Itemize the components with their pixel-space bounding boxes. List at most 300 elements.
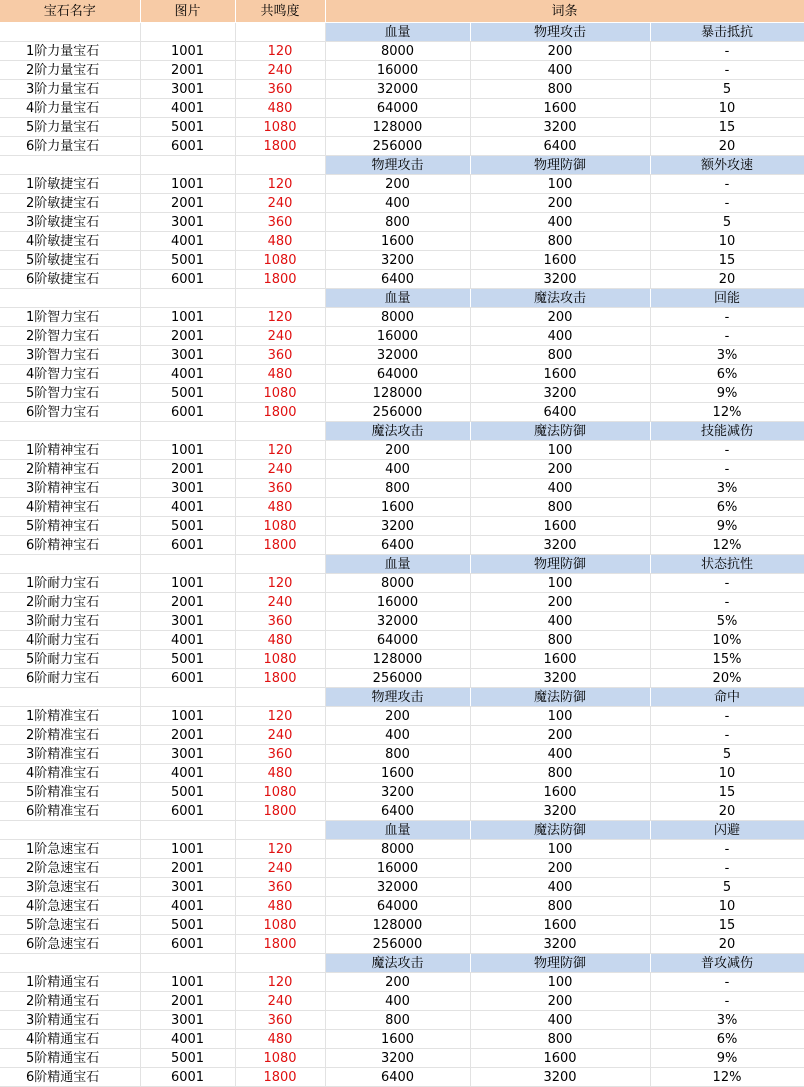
affix3-value-cell[interactable]: 12% xyxy=(650,1068,804,1087)
gem-name-cell[interactable]: 6阶敏捷宝石 xyxy=(0,270,140,289)
gem-name-cell[interactable]: 5阶急速宝石 xyxy=(0,916,140,935)
resonance-cell[interactable]: 1800 xyxy=(235,802,325,821)
image-id-cell[interactable]: 1001 xyxy=(140,840,235,859)
image-id-cell[interactable]: 6001 xyxy=(140,403,235,422)
empty-cell[interactable] xyxy=(0,289,140,308)
resonance-cell[interactable]: 240 xyxy=(235,327,325,346)
resonance-cell[interactable]: 480 xyxy=(235,897,325,916)
resonance-cell[interactable]: 360 xyxy=(235,213,325,232)
gem-name-cell[interactable]: 3阶力量宝石 xyxy=(0,80,140,99)
empty-cell[interactable] xyxy=(0,422,140,441)
image-id-cell[interactable]: 5001 xyxy=(140,118,235,137)
affix3-value-cell[interactable]: 15% xyxy=(650,650,804,669)
resonance-cell[interactable]: 360 xyxy=(235,745,325,764)
affix3-value-cell[interactable]: - xyxy=(650,840,804,859)
affix2-value-cell[interactable]: 800 xyxy=(470,764,650,783)
resonance-cell[interactable]: 1800 xyxy=(235,536,325,555)
affix-label[interactable]: 状态抗性 xyxy=(650,555,804,574)
affix2-value-cell[interactable]: 800 xyxy=(470,80,650,99)
gem-name-cell[interactable]: 3阶急速宝石 xyxy=(0,878,140,897)
resonance-cell[interactable]: 240 xyxy=(235,593,325,612)
affix3-value-cell[interactable]: - xyxy=(650,859,804,878)
resonance-cell[interactable]: 120 xyxy=(235,840,325,859)
resonance-cell[interactable]: 120 xyxy=(235,707,325,726)
image-id-cell[interactable]: 6001 xyxy=(140,270,235,289)
image-id-cell[interactable]: 3001 xyxy=(140,479,235,498)
gem-name-cell[interactable]: 4阶力量宝石 xyxy=(0,99,140,118)
resonance-cell[interactable]: 1080 xyxy=(235,118,325,137)
affix-label[interactable]: 普攻减伤 xyxy=(650,954,804,973)
affix3-value-cell[interactable]: 20 xyxy=(650,802,804,821)
affix-label[interactable]: 物理攻击 xyxy=(470,23,650,42)
affix1-value-cell[interactable]: 200 xyxy=(325,707,470,726)
affix1-value-cell[interactable]: 8000 xyxy=(325,308,470,327)
image-id-cell[interactable]: 4001 xyxy=(140,897,235,916)
affix3-value-cell[interactable]: 12% xyxy=(650,536,804,555)
resonance-cell[interactable]: 1800 xyxy=(235,270,325,289)
image-id-cell[interactable]: 3001 xyxy=(140,213,235,232)
affix3-value-cell[interactable]: - xyxy=(650,460,804,479)
affix2-value-cell[interactable]: 6400 xyxy=(470,137,650,156)
image-id-cell[interactable]: 2001 xyxy=(140,327,235,346)
resonance-cell[interactable]: 240 xyxy=(235,61,325,80)
resonance-cell[interactable]: 1080 xyxy=(235,783,325,802)
affix3-value-cell[interactable]: 15 xyxy=(650,783,804,802)
affix1-value-cell[interactable]: 200 xyxy=(325,441,470,460)
affix3-value-cell[interactable]: 10% xyxy=(650,631,804,650)
resonance-cell[interactable]: 480 xyxy=(235,631,325,650)
affix-label[interactable]: 魔法攻击 xyxy=(325,954,470,973)
affix2-value-cell[interactable]: 100 xyxy=(470,574,650,593)
resonance-cell[interactable]: 1080 xyxy=(235,517,325,536)
affix1-value-cell[interactable]: 1600 xyxy=(325,764,470,783)
affix1-value-cell[interactable]: 200 xyxy=(325,175,470,194)
affix2-value-cell[interactable]: 6400 xyxy=(470,403,650,422)
resonance-cell[interactable]: 1800 xyxy=(235,935,325,954)
resonance-cell[interactable]: 240 xyxy=(235,194,325,213)
affix1-value-cell[interactable]: 400 xyxy=(325,992,470,1011)
affix2-value-cell[interactable]: 1600 xyxy=(470,251,650,270)
affix1-value-cell[interactable]: 64000 xyxy=(325,99,470,118)
affix2-value-cell[interactable]: 200 xyxy=(470,726,650,745)
affix-label[interactable]: 闪避 xyxy=(650,821,804,840)
resonance-cell[interactable]: 480 xyxy=(235,764,325,783)
image-id-cell[interactable]: 6001 xyxy=(140,1068,235,1087)
affix3-value-cell[interactable]: - xyxy=(650,973,804,992)
image-id-cell[interactable]: 1001 xyxy=(140,707,235,726)
image-id-cell[interactable]: 1001 xyxy=(140,574,235,593)
image-id-cell[interactable]: 6001 xyxy=(140,669,235,688)
affix1-value-cell[interactable]: 3200 xyxy=(325,251,470,270)
resonance-cell[interactable]: 120 xyxy=(235,574,325,593)
gem-name-cell[interactable]: 3阶精准宝石 xyxy=(0,745,140,764)
gem-name-cell[interactable]: 1阶智力宝石 xyxy=(0,308,140,327)
empty-cell[interactable] xyxy=(235,289,325,308)
image-id-cell[interactable]: 2001 xyxy=(140,460,235,479)
affix3-value-cell[interactable]: - xyxy=(650,574,804,593)
affix3-value-cell[interactable]: 20 xyxy=(650,137,804,156)
image-id-cell[interactable]: 2001 xyxy=(140,593,235,612)
affix2-value-cell[interactable]: 200 xyxy=(470,42,650,61)
affix2-value-cell[interactable]: 800 xyxy=(470,498,650,517)
resonance-cell[interactable]: 120 xyxy=(235,441,325,460)
resonance-cell[interactable]: 360 xyxy=(235,479,325,498)
affix3-value-cell[interactable]: - xyxy=(650,707,804,726)
affix-label[interactable]: 魔法攻击 xyxy=(325,422,470,441)
affix3-value-cell[interactable]: 10 xyxy=(650,99,804,118)
affix2-value-cell[interactable]: 400 xyxy=(470,745,650,764)
affix1-value-cell[interactable]: 800 xyxy=(325,745,470,764)
empty-cell[interactable] xyxy=(140,954,235,973)
resonance-cell[interactable]: 480 xyxy=(235,232,325,251)
empty-cell[interactable] xyxy=(140,23,235,42)
image-id-cell[interactable]: 2001 xyxy=(140,61,235,80)
gem-name-cell[interactable]: 5阶耐力宝石 xyxy=(0,650,140,669)
affix-label[interactable]: 额外攻速 xyxy=(650,156,804,175)
resonance-cell[interactable]: 120 xyxy=(235,175,325,194)
image-id-cell[interactable]: 6001 xyxy=(140,935,235,954)
gem-name-cell[interactable]: 1阶敏捷宝石 xyxy=(0,175,140,194)
affix-label[interactable]: 血量 xyxy=(325,23,470,42)
image-id-cell[interactable]: 3001 xyxy=(140,612,235,631)
affix2-value-cell[interactable]: 3200 xyxy=(470,270,650,289)
affix2-value-cell[interactable]: 3200 xyxy=(470,384,650,403)
image-id-cell[interactable]: 6001 xyxy=(140,802,235,821)
resonance-cell[interactable]: 480 xyxy=(235,365,325,384)
affix1-value-cell[interactable]: 32000 xyxy=(325,80,470,99)
empty-cell[interactable] xyxy=(235,821,325,840)
affix2-value-cell[interactable]: 400 xyxy=(470,878,650,897)
affix1-value-cell[interactable]: 32000 xyxy=(325,346,470,365)
resonance-cell[interactable]: 360 xyxy=(235,80,325,99)
image-id-cell[interactable]: 3001 xyxy=(140,745,235,764)
gem-name-cell[interactable]: 2阶力量宝石 xyxy=(0,61,140,80)
image-id-cell[interactable]: 6001 xyxy=(140,137,235,156)
gem-name-cell[interactable]: 6阶力量宝石 xyxy=(0,137,140,156)
affix-label[interactable]: 命中 xyxy=(650,688,804,707)
affix-label[interactable]: 魔法攻击 xyxy=(470,289,650,308)
gem-name-cell[interactable]: 4阶精神宝石 xyxy=(0,498,140,517)
image-id-cell[interactable]: 4001 xyxy=(140,498,235,517)
affix3-value-cell[interactable]: - xyxy=(650,194,804,213)
affix3-value-cell[interactable]: 10 xyxy=(650,232,804,251)
image-id-cell[interactable]: 5001 xyxy=(140,650,235,669)
header-affixes[interactable]: 词条 xyxy=(325,0,804,23)
image-id-cell[interactable]: 1001 xyxy=(140,175,235,194)
image-id-cell[interactable]: 1001 xyxy=(140,42,235,61)
affix2-value-cell[interactable]: 400 xyxy=(470,61,650,80)
affix2-value-cell[interactable]: 3200 xyxy=(470,935,650,954)
empty-cell[interactable] xyxy=(140,688,235,707)
gem-name-cell[interactable]: 4阶急速宝石 xyxy=(0,897,140,916)
affix1-value-cell[interactable]: 16000 xyxy=(325,61,470,80)
affix-label[interactable]: 魔法防御 xyxy=(470,821,650,840)
image-id-cell[interactable]: 5001 xyxy=(140,1049,235,1068)
affix2-value-cell[interactable]: 100 xyxy=(470,441,650,460)
affix2-value-cell[interactable]: 200 xyxy=(470,859,650,878)
affix2-value-cell[interactable]: 1600 xyxy=(470,1049,650,1068)
affix1-value-cell[interactable]: 8000 xyxy=(325,574,470,593)
affix3-value-cell[interactable]: 10 xyxy=(650,897,804,916)
affix1-value-cell[interactable]: 64000 xyxy=(325,365,470,384)
affix-label[interactable]: 物理攻击 xyxy=(325,156,470,175)
resonance-cell[interactable]: 240 xyxy=(235,859,325,878)
empty-cell[interactable] xyxy=(0,23,140,42)
header-image[interactable]: 图片 xyxy=(140,0,235,23)
affix1-value-cell[interactable]: 256000 xyxy=(325,403,470,422)
affix3-value-cell[interactable]: 10 xyxy=(650,764,804,783)
resonance-cell[interactable]: 1080 xyxy=(235,650,325,669)
affix-label[interactable]: 物理防御 xyxy=(470,954,650,973)
affix1-value-cell[interactable]: 256000 xyxy=(325,137,470,156)
gem-name-cell[interactable]: 3阶精通宝石 xyxy=(0,1011,140,1030)
empty-cell[interactable] xyxy=(235,688,325,707)
gem-name-cell[interactable]: 1阶精通宝石 xyxy=(0,973,140,992)
affix3-value-cell[interactable]: 6% xyxy=(650,365,804,384)
affix1-value-cell[interactable]: 6400 xyxy=(325,270,470,289)
affix3-value-cell[interactable]: 20% xyxy=(650,669,804,688)
affix1-value-cell[interactable]: 1600 xyxy=(325,498,470,517)
affix1-value-cell[interactable]: 16000 xyxy=(325,327,470,346)
image-id-cell[interactable]: 3001 xyxy=(140,80,235,99)
affix3-value-cell[interactable]: 5 xyxy=(650,878,804,897)
affix2-value-cell[interactable]: 1600 xyxy=(470,650,650,669)
resonance-cell[interactable]: 480 xyxy=(235,1030,325,1049)
affix2-value-cell[interactable]: 800 xyxy=(470,1030,650,1049)
gem-name-cell[interactable]: 6阶耐力宝石 xyxy=(0,669,140,688)
affix3-value-cell[interactable]: 5 xyxy=(650,80,804,99)
gem-name-cell[interactable]: 5阶力量宝石 xyxy=(0,118,140,137)
affix3-value-cell[interactable]: 6% xyxy=(650,1030,804,1049)
image-id-cell[interactable]: 4001 xyxy=(140,232,235,251)
affix1-value-cell[interactable]: 800 xyxy=(325,1011,470,1030)
gem-name-cell[interactable]: 4阶敏捷宝石 xyxy=(0,232,140,251)
image-id-cell[interactable]: 4001 xyxy=(140,1030,235,1049)
resonance-cell[interactable]: 1800 xyxy=(235,403,325,422)
affix3-value-cell[interactable]: 15 xyxy=(650,118,804,137)
affix3-value-cell[interactable]: 5 xyxy=(650,213,804,232)
resonance-cell[interactable]: 120 xyxy=(235,308,325,327)
resonance-cell[interactable]: 240 xyxy=(235,726,325,745)
image-id-cell[interactable]: 6001 xyxy=(140,536,235,555)
empty-cell[interactable] xyxy=(0,156,140,175)
image-id-cell[interactable]: 4001 xyxy=(140,631,235,650)
header-gem-name[interactable]: 宝石名字 xyxy=(0,0,140,23)
gem-name-cell[interactable]: 3阶耐力宝石 xyxy=(0,612,140,631)
affix2-value-cell[interactable]: 200 xyxy=(470,308,650,327)
gem-name-cell[interactable]: 5阶精准宝石 xyxy=(0,783,140,802)
affix2-value-cell[interactable]: 100 xyxy=(470,707,650,726)
affix2-value-cell[interactable]: 400 xyxy=(470,327,650,346)
resonance-cell[interactable]: 360 xyxy=(235,346,325,365)
affix2-value-cell[interactable]: 200 xyxy=(470,460,650,479)
empty-cell[interactable] xyxy=(0,821,140,840)
affix1-value-cell[interactable]: 400 xyxy=(325,726,470,745)
affix1-value-cell[interactable]: 3200 xyxy=(325,1049,470,1068)
affix1-value-cell[interactable]: 800 xyxy=(325,213,470,232)
image-id-cell[interactable]: 2001 xyxy=(140,194,235,213)
empty-cell[interactable] xyxy=(235,555,325,574)
affix1-value-cell[interactable]: 32000 xyxy=(325,612,470,631)
affix-label[interactable]: 血量 xyxy=(325,289,470,308)
affix2-value-cell[interactable]: 400 xyxy=(470,1011,650,1030)
image-id-cell[interactable]: 2001 xyxy=(140,726,235,745)
empty-cell[interactable] xyxy=(235,156,325,175)
empty-cell[interactable] xyxy=(140,422,235,441)
affix3-value-cell[interactable]: 9% xyxy=(650,384,804,403)
resonance-cell[interactable]: 1080 xyxy=(235,384,325,403)
empty-cell[interactable] xyxy=(140,555,235,574)
resonance-cell[interactable]: 1800 xyxy=(235,669,325,688)
gem-name-cell[interactable]: 2阶耐力宝石 xyxy=(0,593,140,612)
affix1-value-cell[interactable]: 6400 xyxy=(325,1068,470,1087)
gem-name-cell[interactable]: 2阶精神宝石 xyxy=(0,460,140,479)
image-id-cell[interactable]: 4001 xyxy=(140,99,235,118)
image-id-cell[interactable]: 5001 xyxy=(140,384,235,403)
affix2-value-cell[interactable]: 400 xyxy=(470,479,650,498)
gem-name-cell[interactable]: 1阶精神宝石 xyxy=(0,441,140,460)
resonance-cell[interactable]: 240 xyxy=(235,460,325,479)
affix1-value-cell[interactable]: 6400 xyxy=(325,802,470,821)
affix1-value-cell[interactable]: 3200 xyxy=(325,783,470,802)
affix-label[interactable]: 物理防御 xyxy=(470,156,650,175)
affix-label[interactable]: 物理防御 xyxy=(470,555,650,574)
affix2-value-cell[interactable]: 800 xyxy=(470,232,650,251)
affix-label[interactable]: 魔法防御 xyxy=(470,422,650,441)
affix1-value-cell[interactable]: 128000 xyxy=(325,650,470,669)
gem-name-cell[interactable]: 4阶精准宝石 xyxy=(0,764,140,783)
affix3-value-cell[interactable]: 20 xyxy=(650,935,804,954)
gem-name-cell[interactable]: 6阶智力宝石 xyxy=(0,403,140,422)
affix1-value-cell[interactable]: 128000 xyxy=(325,916,470,935)
affix3-value-cell[interactable]: - xyxy=(650,175,804,194)
gem-name-cell[interactable]: 3阶智力宝石 xyxy=(0,346,140,365)
header-resonance[interactable]: 共鸣度 xyxy=(235,0,325,23)
resonance-cell[interactable]: 1080 xyxy=(235,251,325,270)
image-id-cell[interactable]: 2001 xyxy=(140,859,235,878)
image-id-cell[interactable]: 3001 xyxy=(140,878,235,897)
affix2-value-cell[interactable]: 200 xyxy=(470,194,650,213)
affix-label[interactable]: 回能 xyxy=(650,289,804,308)
affix3-value-cell[interactable]: - xyxy=(650,61,804,80)
empty-cell[interactable] xyxy=(140,156,235,175)
affix-label[interactable]: 血量 xyxy=(325,555,470,574)
resonance-cell[interactable]: 240 xyxy=(235,992,325,1011)
affix1-value-cell[interactable]: 3200 xyxy=(325,517,470,536)
empty-cell[interactable] xyxy=(0,954,140,973)
affix1-value-cell[interactable]: 32000 xyxy=(325,878,470,897)
affix1-value-cell[interactable]: 16000 xyxy=(325,859,470,878)
affix1-value-cell[interactable]: 1600 xyxy=(325,1030,470,1049)
gem-name-cell[interactable]: 2阶急速宝石 xyxy=(0,859,140,878)
gem-name-cell[interactable]: 6阶急速宝石 xyxy=(0,935,140,954)
affix1-value-cell[interactable]: 128000 xyxy=(325,384,470,403)
resonance-cell[interactable]: 1080 xyxy=(235,916,325,935)
affix3-value-cell[interactable]: 6% xyxy=(650,498,804,517)
gem-name-cell[interactable]: 4阶耐力宝石 xyxy=(0,631,140,650)
gem-name-cell[interactable]: 1阶精准宝石 xyxy=(0,707,140,726)
affix2-value-cell[interactable]: 3200 xyxy=(470,118,650,137)
image-id-cell[interactable]: 4001 xyxy=(140,365,235,384)
gem-name-cell[interactable]: 5阶敏捷宝石 xyxy=(0,251,140,270)
affix1-value-cell[interactable]: 1600 xyxy=(325,232,470,251)
affix1-value-cell[interactable]: 200 xyxy=(325,973,470,992)
resonance-cell[interactable]: 1800 xyxy=(235,137,325,156)
affix3-value-cell[interactable]: 5% xyxy=(650,612,804,631)
resonance-cell[interactable]: 480 xyxy=(235,99,325,118)
gem-name-cell[interactable]: 6阶精神宝石 xyxy=(0,536,140,555)
gem-name-cell[interactable]: 4阶智力宝石 xyxy=(0,365,140,384)
affix3-value-cell[interactable]: 3% xyxy=(650,479,804,498)
affix2-value-cell[interactable]: 800 xyxy=(470,631,650,650)
affix3-value-cell[interactable]: - xyxy=(650,593,804,612)
affix2-value-cell[interactable]: 200 xyxy=(470,593,650,612)
affix2-value-cell[interactable]: 3200 xyxy=(470,536,650,555)
gem-name-cell[interactable]: 2阶敏捷宝石 xyxy=(0,194,140,213)
empty-cell[interactable] xyxy=(140,821,235,840)
image-id-cell[interactable]: 3001 xyxy=(140,1011,235,1030)
image-id-cell[interactable]: 5001 xyxy=(140,916,235,935)
affix3-value-cell[interactable]: 15 xyxy=(650,916,804,935)
affix1-value-cell[interactable]: 64000 xyxy=(325,897,470,916)
image-id-cell[interactable]: 1001 xyxy=(140,441,235,460)
affix3-value-cell[interactable]: 5 xyxy=(650,745,804,764)
affix1-value-cell[interactable]: 16000 xyxy=(325,593,470,612)
empty-cell[interactable] xyxy=(0,688,140,707)
affix2-value-cell[interactable]: 1600 xyxy=(470,916,650,935)
affix2-value-cell[interactable]: 200 xyxy=(470,992,650,1011)
affix3-value-cell[interactable]: 9% xyxy=(650,517,804,536)
affix2-value-cell[interactable]: 1600 xyxy=(470,783,650,802)
gem-name-cell[interactable]: 2阶智力宝石 xyxy=(0,327,140,346)
affix1-value-cell[interactable]: 64000 xyxy=(325,631,470,650)
empty-cell[interactable] xyxy=(235,954,325,973)
image-id-cell[interactable]: 2001 xyxy=(140,992,235,1011)
affix2-value-cell[interactable]: 400 xyxy=(470,213,650,232)
affix3-value-cell[interactable]: - xyxy=(650,441,804,460)
affix3-value-cell[interactable]: 3% xyxy=(650,346,804,365)
image-id-cell[interactable]: 5001 xyxy=(140,783,235,802)
affix2-value-cell[interactable]: 800 xyxy=(470,346,650,365)
gem-name-cell[interactable]: 6阶精准宝石 xyxy=(0,802,140,821)
affix2-value-cell[interactable]: 3200 xyxy=(470,1068,650,1087)
empty-cell[interactable] xyxy=(140,289,235,308)
affix2-value-cell[interactable]: 1600 xyxy=(470,99,650,118)
affix3-value-cell[interactable]: 12% xyxy=(650,403,804,422)
affix3-value-cell[interactable]: 15 xyxy=(650,251,804,270)
affix1-value-cell[interactable]: 800 xyxy=(325,479,470,498)
affix2-value-cell[interactable]: 1600 xyxy=(470,517,650,536)
affix2-value-cell[interactable]: 3200 xyxy=(470,669,650,688)
resonance-cell[interactable]: 120 xyxy=(235,42,325,61)
resonance-cell[interactable]: 480 xyxy=(235,498,325,517)
gem-name-cell[interactable]: 5阶精通宝石 xyxy=(0,1049,140,1068)
image-id-cell[interactable]: 1001 xyxy=(140,308,235,327)
affix1-value-cell[interactable]: 400 xyxy=(325,460,470,479)
gem-name-cell[interactable]: 1阶耐力宝石 xyxy=(0,574,140,593)
empty-cell[interactable] xyxy=(0,555,140,574)
affix3-value-cell[interactable]: 3% xyxy=(650,1011,804,1030)
affix-label[interactable]: 血量 xyxy=(325,821,470,840)
affix1-value-cell[interactable]: 256000 xyxy=(325,935,470,954)
affix-label[interactable]: 暴击抵抗 xyxy=(650,23,804,42)
affix-label[interactable]: 魔法防御 xyxy=(470,688,650,707)
resonance-cell[interactable]: 1800 xyxy=(235,1068,325,1087)
empty-cell[interactable] xyxy=(235,23,325,42)
affix3-value-cell[interactable]: - xyxy=(650,992,804,1011)
gem-name-cell[interactable]: 1阶急速宝石 xyxy=(0,840,140,859)
gem-name-cell[interactable]: 5阶智力宝石 xyxy=(0,384,140,403)
